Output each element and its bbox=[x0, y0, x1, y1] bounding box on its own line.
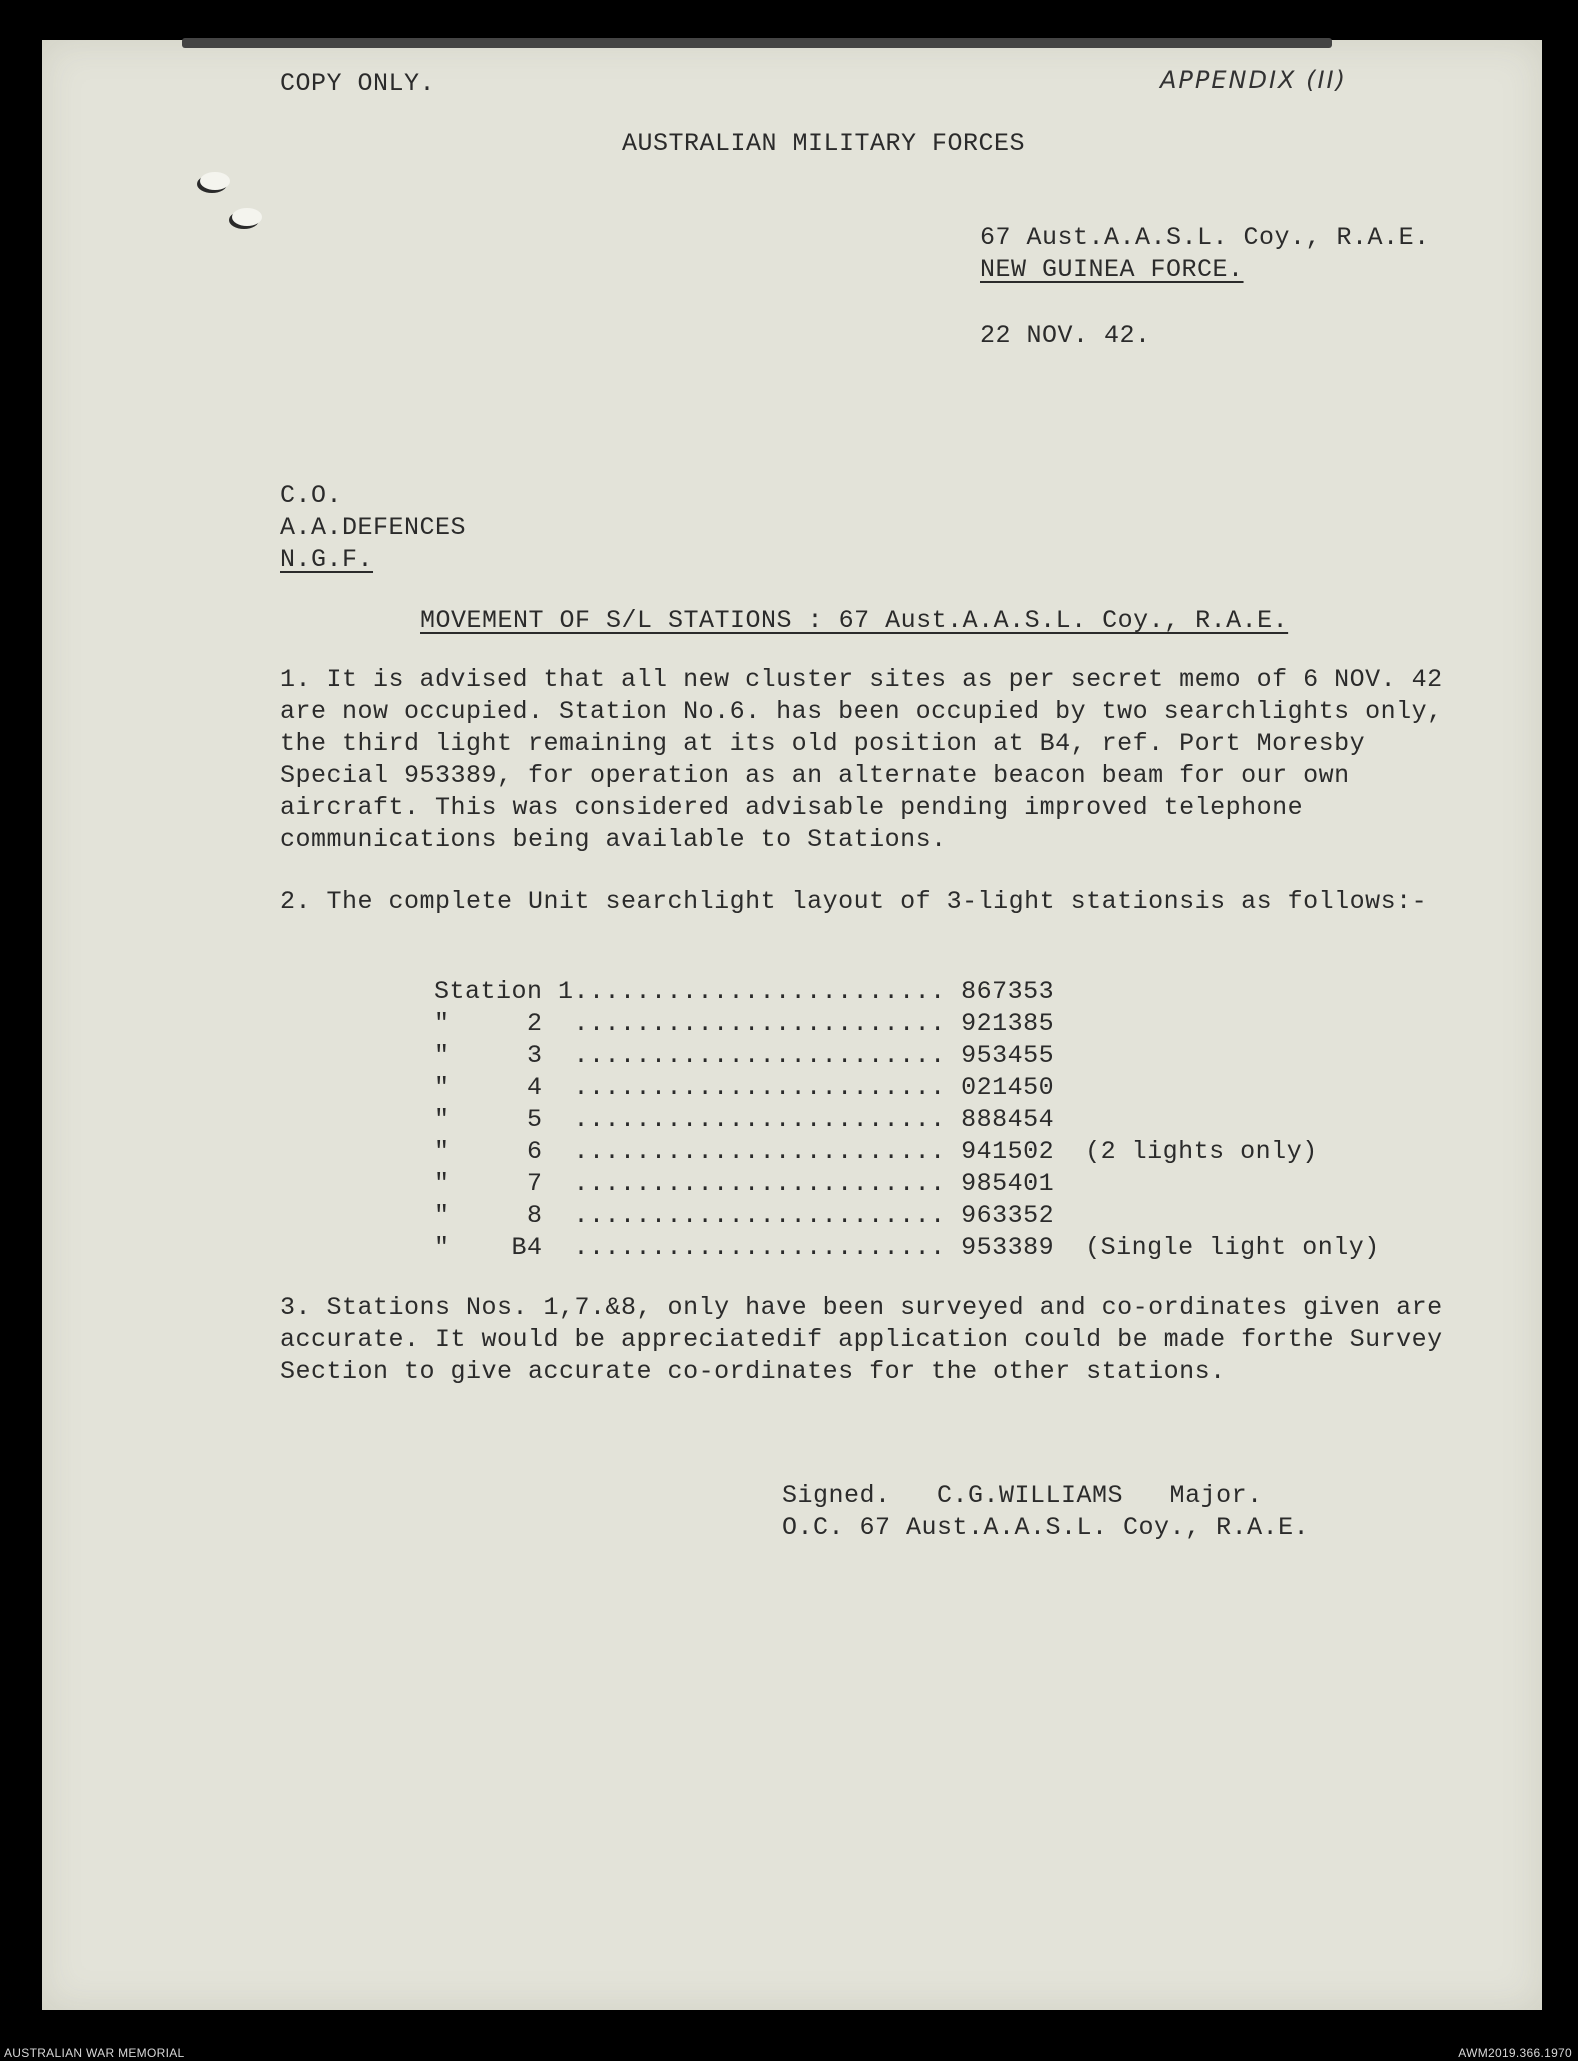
station-label: Station 1 bbox=[434, 977, 574, 1006]
station-dots: ........................ bbox=[573, 1041, 946, 1070]
document-title: AUSTRALIAN MILITARY FORCES bbox=[622, 129, 1026, 158]
station-grid-ref: 953389 bbox=[961, 1233, 1055, 1262]
station-dots: ........................ bbox=[573, 1073, 946, 1102]
station-grid-ref: 888454 bbox=[961, 1105, 1055, 1134]
subject-line: MOVEMENT OF S/L STATIONS : 67 Aust.A.A.S.L. Coy., R.A.E. bbox=[420, 606, 1289, 635]
station-label: " 7 bbox=[434, 1169, 543, 1198]
station-label: " 6 bbox=[434, 1137, 543, 1166]
staple-hole bbox=[232, 208, 262, 226]
station-dots: ........................ bbox=[573, 1105, 946, 1134]
station-grid-ref: 021450 bbox=[961, 1073, 1055, 1102]
station-dots: ........................ bbox=[573, 1137, 946, 1166]
station-dots: ........................ bbox=[573, 977, 946, 1006]
station-row bbox=[434, 1200, 1085, 1232]
addressee-line-2: A.A.DEFENCES bbox=[280, 513, 467, 542]
station-label: " 5 bbox=[434, 1105, 543, 1134]
footer-accession-number: AWM2019.366.1970 bbox=[1458, 2046, 1572, 2060]
station-dots: ........................ bbox=[573, 1169, 946, 1198]
appendix-handwritten-note: APPENDIX (II) bbox=[1160, 66, 1347, 94]
station-row bbox=[434, 1136, 1318, 1168]
copy-only-label: COPY ONLY. bbox=[280, 69, 436, 98]
station-note: (Single light only) bbox=[1085, 1233, 1380, 1262]
sender-unit: 67 Aust.A.A.S.L. Coy., R.A.E. bbox=[980, 223, 1430, 252]
station-label: " 4 bbox=[434, 1073, 543, 1102]
footer-archive-name: AUSTRALIAN WAR MEMORIAL bbox=[4, 2046, 185, 2060]
station-label: " 2 bbox=[434, 1009, 543, 1038]
station-label: " 8 bbox=[434, 1201, 543, 1230]
signature-line-2: O.C. 67 Aust.A.A.S.L. Coy., R.A.E. bbox=[782, 1513, 1310, 1542]
station-grid-ref: 867353 bbox=[961, 977, 1055, 1006]
addressee-line-3: N.G.F. bbox=[280, 545, 374, 574]
signature-line-1: Signed. C.G.WILLIAMS Major. bbox=[782, 1481, 1263, 1510]
station-row bbox=[434, 1104, 1085, 1136]
station-row bbox=[434, 1040, 1085, 1072]
station-grid-ref: 985401 bbox=[961, 1169, 1055, 1198]
staple-hole bbox=[200, 172, 230, 190]
letter-date: 22 NOV. 42. bbox=[980, 321, 1151, 350]
paragraph-1: 1. It is advised that all new cluster sites as per secret memo of 6 NOV. 42 are now occupied. Station No.6. has been occupied by two searchlights only, the third light remaining at its old position at B4, ref. Port Moresby Special 953389, for operation as an alternate beacon beam for our own aircraft. This was considered advisable pending improved telephone communications being available to Stations. bbox=[280, 665, 1443, 854]
document-page bbox=[42, 40, 1542, 2010]
station-dots: ........................ bbox=[573, 1233, 946, 1262]
station-grid-ref: 953455 bbox=[961, 1041, 1055, 1070]
station-row bbox=[434, 1232, 1380, 1264]
station-row bbox=[434, 1168, 1085, 1200]
station-row bbox=[434, 1072, 1085, 1104]
station-grid-ref: 963352 bbox=[961, 1201, 1055, 1230]
sender-force: NEW GUINEA FORCE. bbox=[980, 255, 1244, 284]
station-dots: ........................ bbox=[573, 1201, 946, 1230]
station-dots: ........................ bbox=[573, 1009, 946, 1038]
paragraph-3: 3. Stations Nos. 1,7.&8, only have been surveyed and co-ordinates given are accurate. It would be appreciatedif application could be made forthe Survey Section to give accurate co-ordinates for the other stations. bbox=[280, 1293, 1443, 1386]
station-grid-ref: 921385 bbox=[961, 1009, 1055, 1038]
addressee-line-1: C.O. bbox=[280, 481, 343, 510]
page-edge-shadow bbox=[182, 38, 1332, 48]
station-label: " 3 bbox=[434, 1041, 543, 1070]
station-label: " B4 bbox=[434, 1233, 543, 1262]
station-row bbox=[434, 1008, 1085, 1040]
station-row bbox=[434, 976, 1085, 1008]
paragraph-2: 2. The complete Unit searchlight layout of 3-light stationsis as follows:- bbox=[280, 887, 1428, 916]
station-grid-ref: 941502 bbox=[961, 1137, 1055, 1166]
station-note: (2 lights only) bbox=[1085, 1137, 1318, 1166]
